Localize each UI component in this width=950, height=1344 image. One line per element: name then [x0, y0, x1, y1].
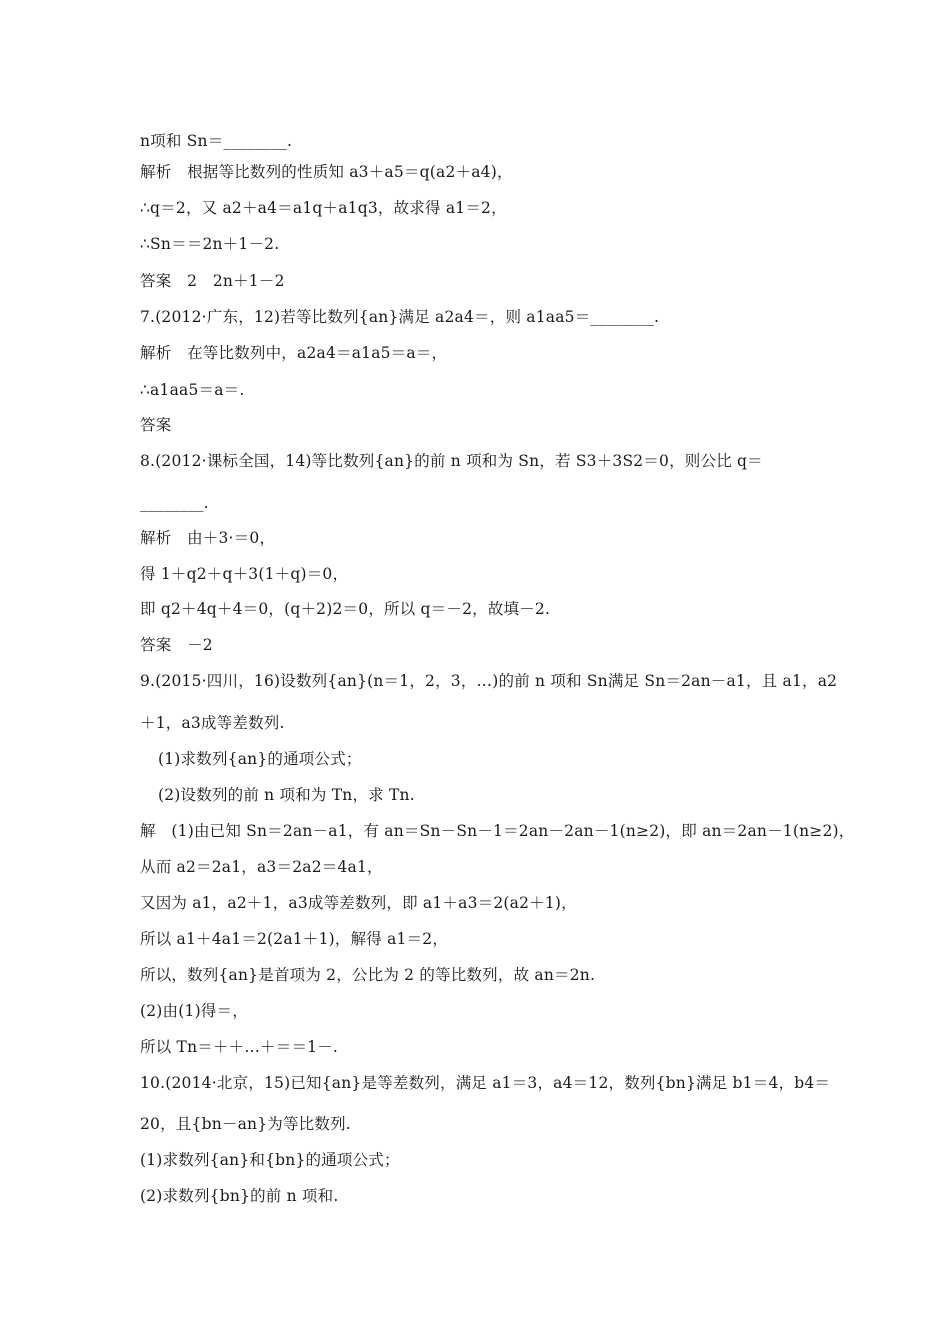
text-line: ∴q＝2，又 a2＋a4＝a1q＋a1q3，故求得 a1＝2， [140, 199, 507, 217]
text-line: 得 1＋q2＋q＋3(1＋q)＝0， [140, 565, 349, 583]
text-line: (2)求数列{bn}的前 n 项和. [140, 1187, 339, 1205]
text-line: (1)求数列{an}的通项公式； [158, 750, 362, 768]
text-line: ∴Sn＝＝2n＋1－2. [140, 235, 280, 253]
text-line: 即 q2＋4q＋4＝0，(q＋2)2＝0，所以 q＝－2，故填－2. [140, 600, 551, 618]
text-line: 所以，数列{an}是首项为 2，公比为 2 的等比数列，故 an＝2n. [140, 966, 596, 984]
text-line: 答案 －2 [140, 636, 213, 654]
text-line: 20，且{bn－an}为等比数列. [140, 1115, 351, 1133]
text-line: 答案 2 2n＋1－2 [140, 272, 285, 290]
text-line: 8.(2012·课标全国，14)等比数列{an}的前 n 项和为 Sn，若 S3＋3S2＝0，则公比 q＝ [140, 452, 763, 470]
text-line: 解析 在等比数列中，a2a4＝a1a5＝a＝， [140, 344, 448, 362]
text-line: ＋1，a3成等差数列. [140, 714, 285, 732]
text-line: ________. [140, 494, 209, 512]
text-line: 又因为 a1，a2＋1，a3成等差数列，即 a1＋a3＝2(a2＋1)， [140, 894, 577, 912]
text-line: 解析 由＋3·＝0， [140, 529, 276, 547]
text-line: 9.(2015·四川，16)设数列{an}(n＝1，2，3，…)的前 n 项和 Sn满足 Sn＝2an－a1，且 a1，a2 [140, 672, 838, 690]
text-line: (2)由(1)得＝， [140, 1002, 248, 1020]
text-line: 7.(2012·广东，12)若等比数列{an}满足 a2a4＝，则 a1aa5＝________. [140, 308, 660, 326]
text-line: 所以 Tn＝＋＋…＋＝＝1－. [140, 1038, 339, 1056]
text-line: n项和 Sn＝________. [140, 132, 293, 150]
text-line: 从而 a2＝2a1，a3＝2a2＝4a1， [140, 858, 383, 876]
text-line: 答案 [140, 416, 172, 434]
text-line: 10.(2014·北京，15)已知{an}是等差数列，满足 a1＝3，a4＝12，数列{bn}满足 b1＝4，b4＝ [140, 1074, 831, 1092]
text-line: 解 (1)由已知 Sn＝2an－a1，有 an＝Sn－Sn－1＝2an－2an－1(n≥2)，即 an＝2an－1(n≥2)， [140, 822, 855, 840]
text-line: (1)求数列{an}和{bn}的通项公式； [140, 1151, 400, 1169]
text-line: ∴a1aa5＝a＝. [140, 381, 245, 399]
text-line: 解析 根据等比数列的性质知 a3＋a5＝q(a2＋a4)， [140, 163, 513, 181]
text-line: 所以 a1＋4a1＝2(2a1＋1)，解得 a1＝2， [140, 930, 449, 948]
text-line: (2)设数列的前 n 项和为 Tn，求 Tn. [158, 786, 415, 804]
